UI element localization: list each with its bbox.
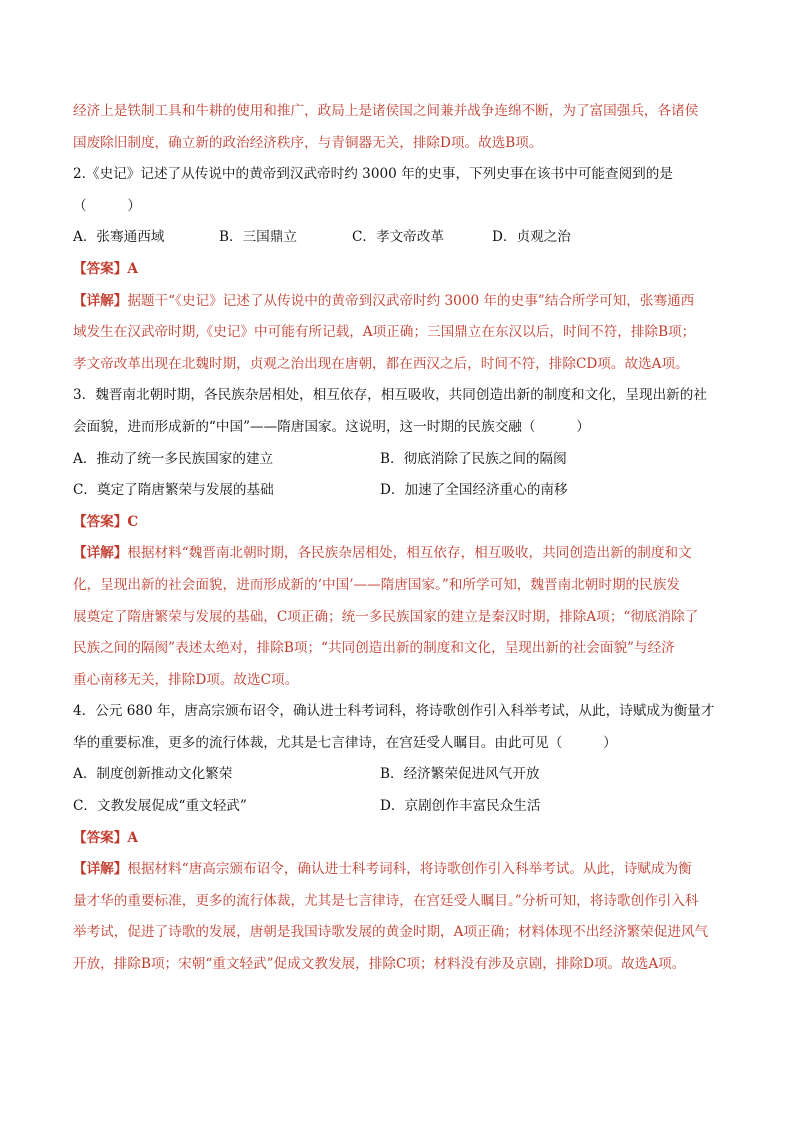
detail-quote: 《史记》记述了从传说中的黄帝到汉武帝时约 3000 年的史事 (175, 292, 538, 309)
detail-line: 开放，排除B项；宋朝“重文轻武”促成文教发展，排除C项；材料没有涉及京剧，排除D项。故选A项。 (73, 956, 686, 973)
q1-explanation-line: 国废除旧制度，确立新的政治经济秩序，与青铜器无关，排除D项。故选B项。 (73, 134, 543, 151)
detail-line (73, 286, 725, 318)
detail-label: 【详解】 (73, 545, 128, 562)
answer-label: 【答案】 (73, 829, 128, 846)
detail-line (73, 570, 725, 602)
question-stem: （ ） (73, 197, 141, 214)
question-2 (73, 159, 725, 380)
option-a: A．推动了统一多民族国家的建立 (73, 450, 274, 467)
question-stem: 会面貌，进而形成新的“中国”——隋唐国家。这说明，这一时期的民族交融（ ） (73, 418, 590, 435)
option-a: A．制度创新推动文化繁荣 (73, 766, 233, 783)
document-page (73, 96, 725, 981)
answer-label: 【答案】 (73, 260, 128, 277)
detail-text: 展奠定了隋唐繁荣与发展的基础，C项正确；统一多民族国家的建立是秦汉时期，排除A项；“ (73, 608, 631, 625)
detail-quote: 彻底消除了 (630, 608, 699, 625)
option-b: B．经济繁荣促进风气开放 (380, 766, 540, 783)
q1-explanation-line: 经济上是铁制工具和牛耕的使用和推广，政局上是诸侯国之间兼并战争连绵不断，为了富国强兵，各诸侯 (73, 103, 699, 119)
answer-line (73, 823, 725, 855)
question-stem: 4．公元 680 年，唐高宗颁布诏令，确认进士科考词科，将诗歌创作引入科举考试，从此，诗赋成为衡量才 (73, 703, 715, 720)
detail-text: ”和所学可知，魏晋南北朝时期的民族发 (441, 576, 680, 593)
detail-line (73, 538, 725, 570)
question-stem: 华的重要标准，更多的流行体裁，尤其是七言律诗，在宫廷受人瞩目。由此可见（ ） (73, 734, 617, 751)
option-a: A．张骞通西域 (73, 229, 165, 246)
option-d: D．贞观之治 (492, 229, 571, 246)
detail-text: 化，呈现出新的社会面貌，进而形成新的‘ (73, 576, 323, 593)
option-c: C．孝文帝改革 (352, 229, 444, 246)
detail-line: 量才华的重要标准，更多的流行体裁，尤其是七言律诗，在宫廷受人瞩目。”分析可知，将诗歌创作引入科 (73, 892, 699, 909)
question-4 (73, 696, 725, 980)
options-row (73, 222, 725, 254)
detail-quote: 中国’——隋唐国家。 (322, 576, 442, 593)
option-b: B．彻底消除了民族之间的隔阂 (380, 450, 567, 467)
detail-text: 据题干“ (127, 292, 176, 309)
detail-label: 【详解】 (73, 861, 128, 878)
detail-label: 【详解】 (73, 292, 128, 309)
answer-label: 【答案】 (73, 513, 128, 530)
answer-line (73, 507, 725, 539)
options-row (73, 444, 725, 476)
answer-line (73, 254, 725, 286)
detail-line (73, 854, 725, 886)
answer-value: C (127, 513, 139, 530)
option-c: C．文教发展促成“重文轻武” (73, 798, 247, 815)
detail-line: 举考试，促进了诗歌的发展，唐朝是我国诗歌发展的黄金时期，A项正确；材料体现不出经济繁荣促进风气 (73, 924, 709, 941)
detail-text: 根据材料“魏晋南北朝时期，各民族杂居相处，相互依存，相互吸收，共同创造出新的制度和文 (127, 545, 692, 562)
answer-value: A (127, 829, 138, 846)
options-row (73, 475, 725, 507)
option-d: D．加速了全国经济重心的南移 (380, 482, 568, 499)
question-stem: 3．魏晋南北朝时期，各民族杂居相处，相互依存，相互吸收，共同创造出新的制度和文化，呈现出新的社 (73, 387, 707, 404)
option-d: D．京剧创作丰富民众生活 (380, 798, 541, 815)
detail-text: 根据材料“唐高宗颁布诏令，确认进士科考词科，将诗歌创作引入科举考试。从此，诗赋成为衡 (127, 861, 692, 878)
options-row (73, 759, 725, 791)
question-stem: 2.《史记》记述了从传说中的黄帝到汉武帝时约 3000 年的史事，下列史事在该书中可能查阅到的是 (73, 166, 673, 183)
answer-value: A (127, 260, 138, 277)
detail-line (73, 602, 725, 634)
detail-text: ”结合所学可知，张骞通西 (537, 292, 695, 309)
detail-line: 民族之间的隔阂”表述太绝对，排除B项；“共同创造出新的制度和文化，呈现出新的社会面貌”与经济 (73, 640, 675, 657)
question-3 (73, 380, 725, 696)
detail-line: 重心南移无关，排除D项。故选C项。 (73, 671, 299, 688)
option-b: B．三国鼎立 (219, 229, 297, 246)
options-row (73, 791, 725, 823)
detail-line: 域发生在汉武帝时期,《史记》中可能有所记载，A项正确；三国鼎立在东汉以后，时间不符，排除B项； (73, 324, 696, 341)
option-c: C．奠定了隋唐繁荣与发展的基础 (73, 482, 274, 499)
detail-line: 孝文帝改革出现在北魏时期，贞观之治出现在唐朝，都在西汉之后，时间不符，排除CD项。故选A项。 (73, 355, 689, 372)
